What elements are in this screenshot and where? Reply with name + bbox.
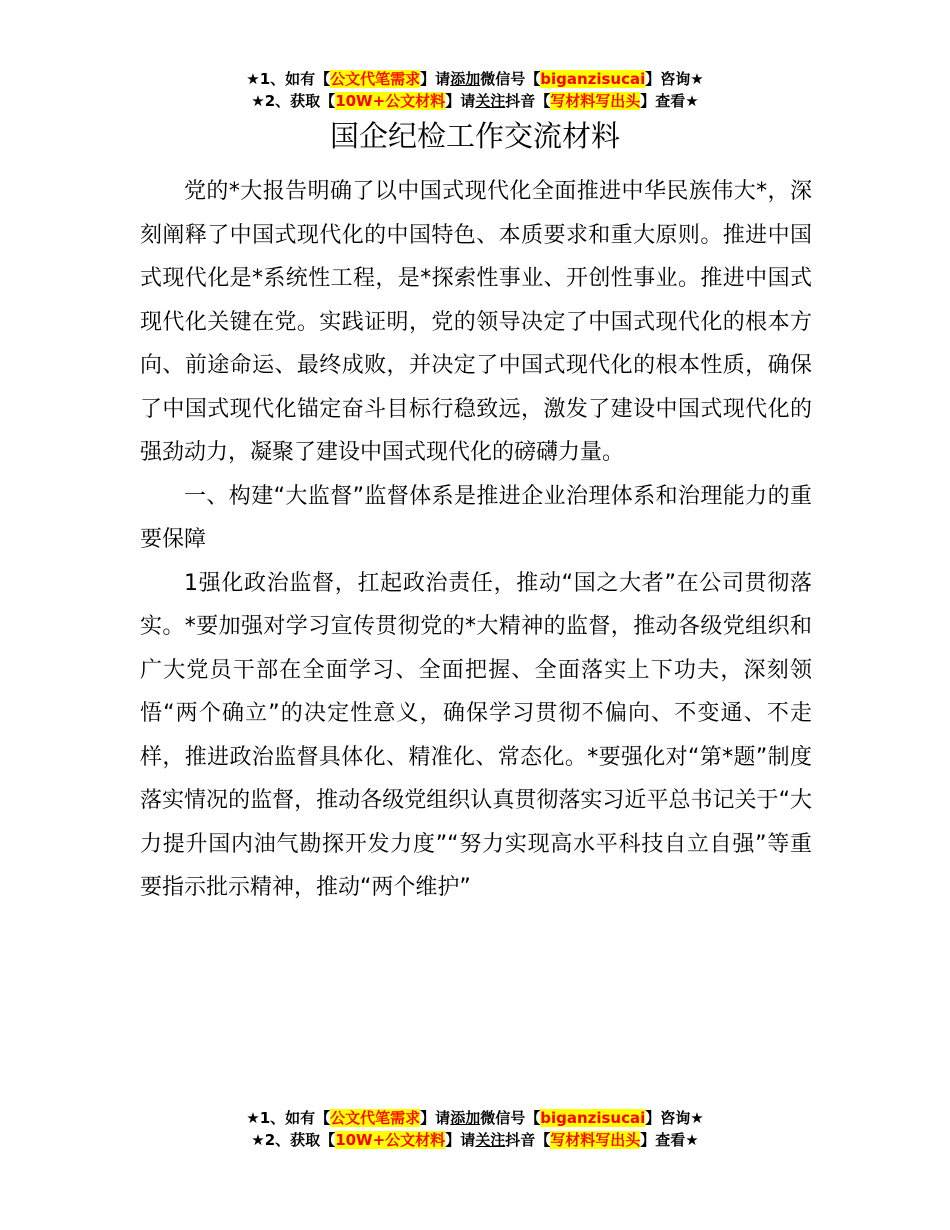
banner-text: 抖音【 [505,92,551,110]
banner-text: ★1、如有【 [246,1109,331,1127]
banner-text: ★2、获取【 [251,92,336,110]
banner-emphasis: 关注 [475,92,506,110]
banner-text: 】请 [420,70,451,88]
banner-text: 抖音【 [505,1131,551,1149]
banner-text: 】请 [445,92,476,110]
banner-text: 微信号【 [480,1109,541,1127]
banner-text: 】咨询★ [645,1109,704,1127]
paragraph-point-1: 1强化政治监督，扛起政治责任，推动“国之大者”在公司贯彻落实。*要加强对学习宣传贯彻党的*大精神的监督，推动各级党组织和广大党员干部在全面学习、全面把握、全面落实上下功夫，深刻领悟“两个确立”的决定性意义，确保学习贯彻不偏向、不变通、不走样，推进政治监督具体化、精准化、常态化。*要强化对“第*题”制度落实情况的监督，推动各级党组织认真贯彻落实习近平总书记关于“大力提升国内油气勘探开发力度”“努力实现高水平科技自立自强”等重要指示批示精神，推动“两个维护” [140,570,812,900]
banner-highlight: 10W+公文材料 [335,1131,446,1149]
banner-line-1 [0,68,950,90]
banner-highlight: 写材料写出头 [550,92,641,110]
banner-text: 】咨询★ [645,70,704,88]
footer-banner [0,1107,950,1151]
banner-highlight: 写材料写出头 [550,1131,641,1149]
banner-text: 】查看★ [640,1131,699,1149]
banner-emphasis: 添加 [450,1109,481,1127]
banner-highlight: 公文代笔需求 [330,1109,421,1127]
banner-text: 】请 [445,1131,476,1149]
banner-highlight: 公文代笔需求 [330,70,421,88]
section-heading: 一、构建“大监督”监督体系是推进企业治理体系和治理能力的重要保障 [140,483,812,552]
document-title: 国企纪检工作交流材料 [329,119,620,153]
banner-line-1 [0,1107,950,1129]
banner-text: 】查看★ [640,92,699,110]
banner-highlight: biganzisucai [540,70,646,88]
header-banner [0,68,950,112]
banner-text: ★2、获取【 [251,1131,336,1149]
banner-highlight: 10W+公文材料 [335,92,446,110]
banner-emphasis: 添加 [450,70,481,88]
banner-highlight: biganzisucai [540,1109,646,1127]
banner-text: ★1、如有【 [246,70,331,88]
paragraph-intro: 党的*大报告明确了以中国式现代化全面推进中华民族伟大*，深刻阐释了中国式现代化的中国特色、本质要求和重大原则。推进中国式现代化是*系统性工程，是*探索性事业、开创性事业。推进中国式现代化关键在党。实践证明，党的领导决定了中国式现代化的根本方向、前途命运、最终成败，并决定了中国式现代化的根本性质，确保了中国式现代化锚定奋斗目标行稳致远，激发了建设中国式现代化的强劲动力，凝聚了建设中国式现代化的磅礴力量。 [140,179,812,465]
banner-line-2 [0,90,950,112]
document-body [140,170,812,910]
banner-text: 】请 [420,1109,451,1127]
banner-line-2 [0,1129,950,1151]
banner-emphasis: 关注 [475,1131,506,1149]
banner-text: 微信号【 [480,70,541,88]
